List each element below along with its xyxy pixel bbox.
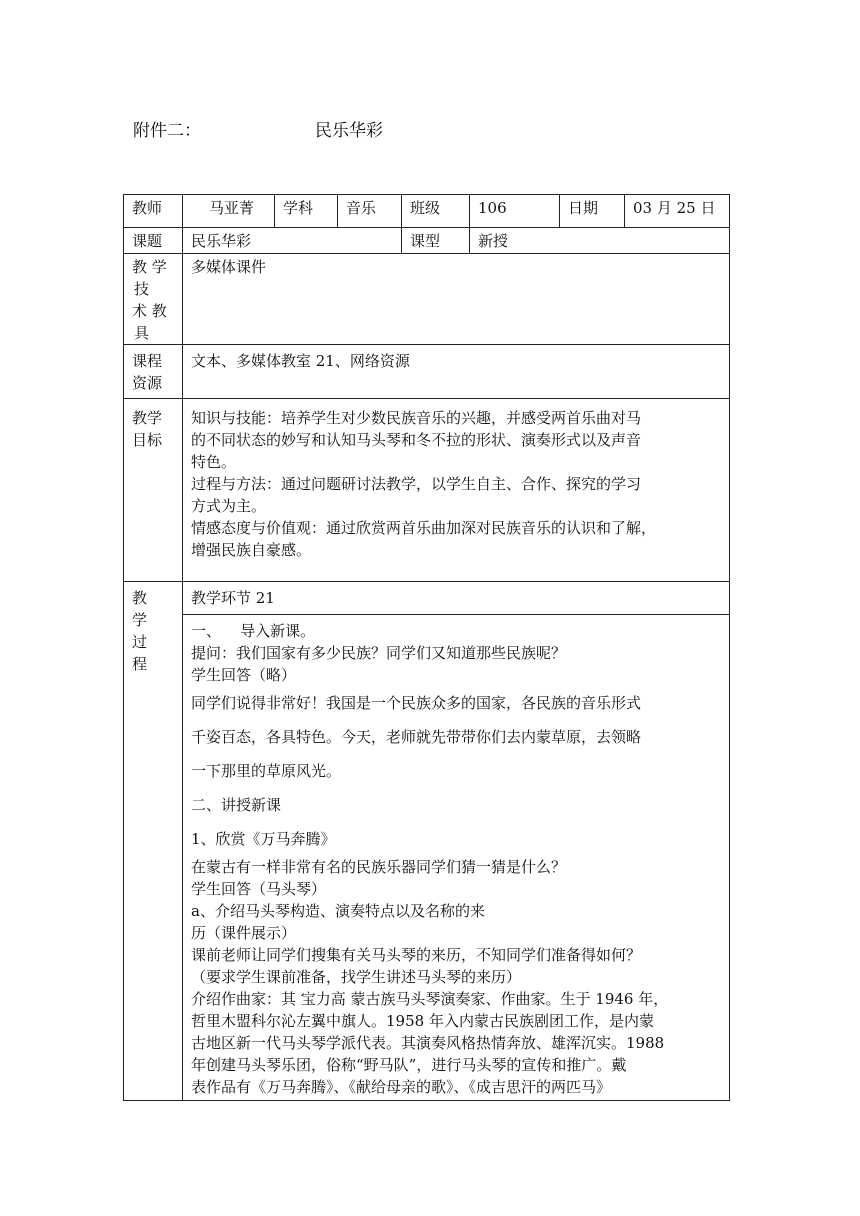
process-line: a、介绍马头琴构造、演奏特点以及名称的来	[191, 902, 485, 920]
goals-label-line: 教学	[132, 409, 163, 427]
process-line: 在蒙古有一样非常有名的民族乐器同学们猜一猜是什么？	[191, 858, 567, 876]
subject-value: 音乐	[338, 195, 402, 228]
goal-line: 增强民族自豪感。	[191, 541, 312, 559]
process-label-line: 程	[132, 655, 148, 673]
goals-content	[183, 399, 730, 582]
process-line: （要求学生课前准备，找学生讲述马头琴的来历）	[191, 968, 522, 986]
new-lesson-heading: 二、讲授新课	[191, 796, 282, 814]
process-label-line: 学	[132, 611, 148, 629]
goals-label-line: 目标	[132, 431, 163, 449]
info-row	[124, 195, 730, 228]
goals-row	[124, 399, 730, 582]
intro-answer: 学生回答（略）	[191, 666, 297, 684]
type-label: 课型	[402, 228, 470, 254]
resources-text: 文本、多媒体教室 21、网络资源	[191, 352, 410, 370]
goal-line: 知识与技能：培养学生对少数民族音乐的兴趣，并感受两首乐曲对马	[191, 409, 642, 427]
class-label: 班级	[402, 195, 470, 228]
process-content	[183, 615, 730, 1101]
process-label-line: 过	[132, 633, 148, 651]
goals-label	[124, 399, 183, 582]
resources-row	[124, 345, 730, 399]
tech-label	[124, 254, 183, 345]
subject-label: 学科	[275, 195, 338, 228]
tech-label-line: 术 教	[132, 302, 167, 320]
process-content-row	[124, 615, 730, 1101]
process-label	[124, 582, 183, 1101]
process-section-title	[183, 582, 730, 615]
goal-line: 情感态度与价值观：通过欣赏两首乐曲加深对民族音乐的认识和了解，	[191, 519, 657, 537]
tech-value: 多媒体课件	[183, 254, 730, 345]
appreciate-heading: 1、欣赏《万马奔腾》	[191, 830, 336, 848]
process-line: 介绍作曲家：其 宝力高 蒙古族马头琴演奏家、作曲家。生于 1946 年，	[191, 990, 669, 1008]
class-value: 106	[470, 195, 560, 228]
tech-label-line: 具	[134, 324, 150, 342]
goal-line: 方式为主。	[191, 497, 267, 515]
date-label: 日期	[560, 195, 625, 228]
process-header-row	[124, 582, 730, 615]
process-line: 年创建马头琴乐团，俗称“野马队”，进行马头琴的宣传和推广。戴	[191, 1056, 627, 1074]
intro-para-line: 千姿百态，各具特色。今天，老师就先带带你们去内蒙草原，去领略	[191, 728, 642, 746]
topic-row	[124, 228, 730, 254]
topic-value: 民乐华彩	[183, 228, 402, 254]
goal-line: 特色。	[191, 453, 237, 471]
resources-label-line: 课程	[132, 352, 163, 370]
resources-label-line: 资源	[132, 374, 163, 392]
document-heading	[133, 116, 733, 140]
teacher-label: 教师	[124, 195, 183, 228]
attachment-label: 附件二：	[133, 121, 201, 141]
process-label-line: 教	[132, 589, 148, 607]
tech-label-line: 技	[134, 280, 150, 298]
date-value: 03 月 25 日	[625, 195, 730, 228]
type-value: 新授	[470, 228, 730, 254]
process-line: 哲里木盟科尔沁左翼中旗人。1958 年入内蒙古民族剧团工作，是内蒙	[191, 1012, 654, 1030]
tech-label-line: 教 学	[132, 258, 167, 276]
tech-row	[124, 254, 730, 345]
document-title: 民乐华彩	[315, 121, 383, 141]
process-line: 历（课件展示）	[191, 924, 297, 942]
lesson-plan-table	[123, 194, 730, 1101]
goal-line: 的不同状态的妙写和认知马头琴和冬不拉的形状、演奏形式以及声音	[191, 431, 642, 449]
process-line: 古地区新一代马头琴学派代表。其演奏风格热情奔放、雄浑沉实。1988	[191, 1034, 665, 1052]
process-line: 学生回答（马头琴）	[191, 880, 327, 898]
process-line: 课前老师让同学们搜集有关马头琴的来历，不知同学们准备得如何？	[191, 946, 642, 964]
section-title-text: 教学环节 21	[191, 589, 275, 607]
teacher-value: 马亚菁	[183, 195, 275, 228]
resources-label	[124, 345, 183, 399]
process-line: 表作品有《万马奔腾》、《献给母亲的歌》、《成吉思汗的两匹马》	[191, 1078, 612, 1096]
intro-para-line: 一下那里的草原风光。	[191, 762, 342, 780]
resources-value	[183, 345, 730, 399]
intro-question: 提问：我们国家有多少民族？同学们又知道那些民族呢？	[191, 644, 567, 662]
intro-para-line: 同学们说得非常好！我国是一个民族众多的国家，各民族的音乐形式	[191, 694, 642, 712]
topic-label: 课题	[124, 228, 183, 254]
goal-line: 过程与方法：通过问题研讨法教学，以学生自主、合作、探究的学习	[191, 475, 642, 493]
intro-heading: 一、 导入新课。	[191, 622, 316, 640]
